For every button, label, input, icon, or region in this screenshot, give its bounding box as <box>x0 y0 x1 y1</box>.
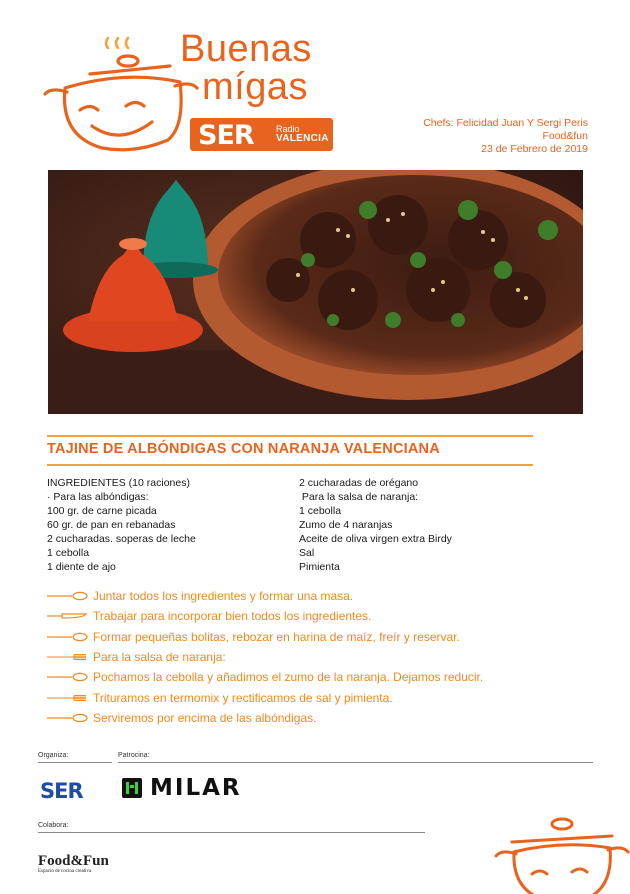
milar-wordmark: MILAR <box>150 775 242 801</box>
step-text: Pochamos la cebolla y añadimos el zumo de la naranja. Dejamos reducir. <box>93 670 484 685</box>
buenas-migas-wordmark <box>180 30 340 106</box>
step-item <box>46 627 483 647</box>
spoon-icon <box>46 672 88 682</box>
fork-icon <box>46 652 88 662</box>
step-text: Juntar todos los ingredientes y formar una masa. <box>93 589 354 604</box>
ser-footer-logo: SER <box>40 779 83 803</box>
chefs-line: Chefs: Felicidad Juan Y Sergi Peris <box>423 117 588 129</box>
ingredient-line: Para la salsa de naranja: <box>299 491 419 503</box>
step-item <box>46 708 483 728</box>
foodfun-tagline: Espacio de cocina creativa <box>38 869 92 874</box>
ingredient-line: INGREDIENTES (10 raciones) <box>47 477 190 489</box>
date-line: 23 de Febrero de 2019 <box>481 143 588 155</box>
title-rule-bottom <box>47 464 533 466</box>
ingredient-line: · Para las albóndigas: <box>47 491 149 503</box>
organiza-label: Organiza: <box>38 752 69 759</box>
ingredient-line: 2 cucharadas de orégano <box>299 477 419 489</box>
ingredient-line: Zumo de 4 naranjas <box>299 519 393 531</box>
title-rule-top <box>47 435 533 437</box>
radio-word: Radio <box>276 124 300 134</box>
header-info <box>423 117 588 156</box>
ingredient-line: 1 diente de ajo <box>47 561 116 573</box>
step-text: Serviremos por encima de las albóndigas. <box>93 710 317 725</box>
ingredient-line: 100 gr. de carne picada <box>47 505 157 517</box>
pot-corner-icon <box>492 812 630 894</box>
preparation-steps <box>46 586 483 728</box>
ingredient-line: Aceite de oliva virgen extra Birdy <box>299 533 452 545</box>
ser-radio-valencia-badge <box>190 118 333 151</box>
step-text: Formar pequeñas bolitas, rebozar en harina de maíz, freír y reservar. <box>93 629 460 644</box>
step-item <box>46 667 483 687</box>
logo-line-2: mígas <box>202 66 308 108</box>
tajine-photo <box>48 170 583 414</box>
ingredient-line: Sal <box>299 547 315 559</box>
venue-line: Food&fun <box>542 130 588 142</box>
ingredient-line: 1 cebolla <box>47 547 90 559</box>
ingredient-line: Pimienta <box>299 561 340 573</box>
step-text: Para la salsa de naranja: <box>93 650 226 665</box>
fork-icon <box>46 693 88 703</box>
step-item <box>46 647 483 667</box>
spoon-icon <box>46 632 88 642</box>
ingredient-line: 1 cebolla <box>299 505 342 517</box>
ingredients-right <box>299 476 452 574</box>
step-text: Trituramos en termomix y rectificamos de sal y pimienta. <box>93 690 393 705</box>
foodfun-logo <box>38 852 109 874</box>
recipe-title: TAJINE DE ALBÓNDIGAS CON NARANJA VALENCIANA <box>47 441 440 457</box>
colabora-label: Colabora: <box>38 822 69 829</box>
step-text: Trabajar para incorporar bien todos los ingredientes. <box>93 609 372 624</box>
organiza-rule <box>38 762 112 763</box>
patrocina-label: Patrocina: <box>118 752 150 759</box>
ingredients-left <box>47 476 196 574</box>
step-item <box>46 586 483 606</box>
step-item <box>46 687 483 707</box>
step-item <box>46 606 483 626</box>
foodfun-name: Food&Fun <box>38 853 109 869</box>
station-word: VALENCIA <box>276 133 329 144</box>
knife-icon <box>46 611 88 621</box>
patrocina-rule <box>118 762 593 763</box>
spoon-icon <box>46 713 88 723</box>
radio-label <box>276 124 329 144</box>
ser-badge-text: SER <box>198 120 254 151</box>
ingredient-line: 60 gr. de pan en rebanadas <box>47 519 176 531</box>
colabora-rule <box>38 832 425 833</box>
milar-mark-icon <box>122 778 142 798</box>
ingredient-line: 2 cucharadas. soperas de leche <box>47 533 196 545</box>
milar-logo <box>122 776 242 800</box>
spoon-icon <box>46 591 88 601</box>
logo-line-1: Buenas <box>180 28 312 70</box>
